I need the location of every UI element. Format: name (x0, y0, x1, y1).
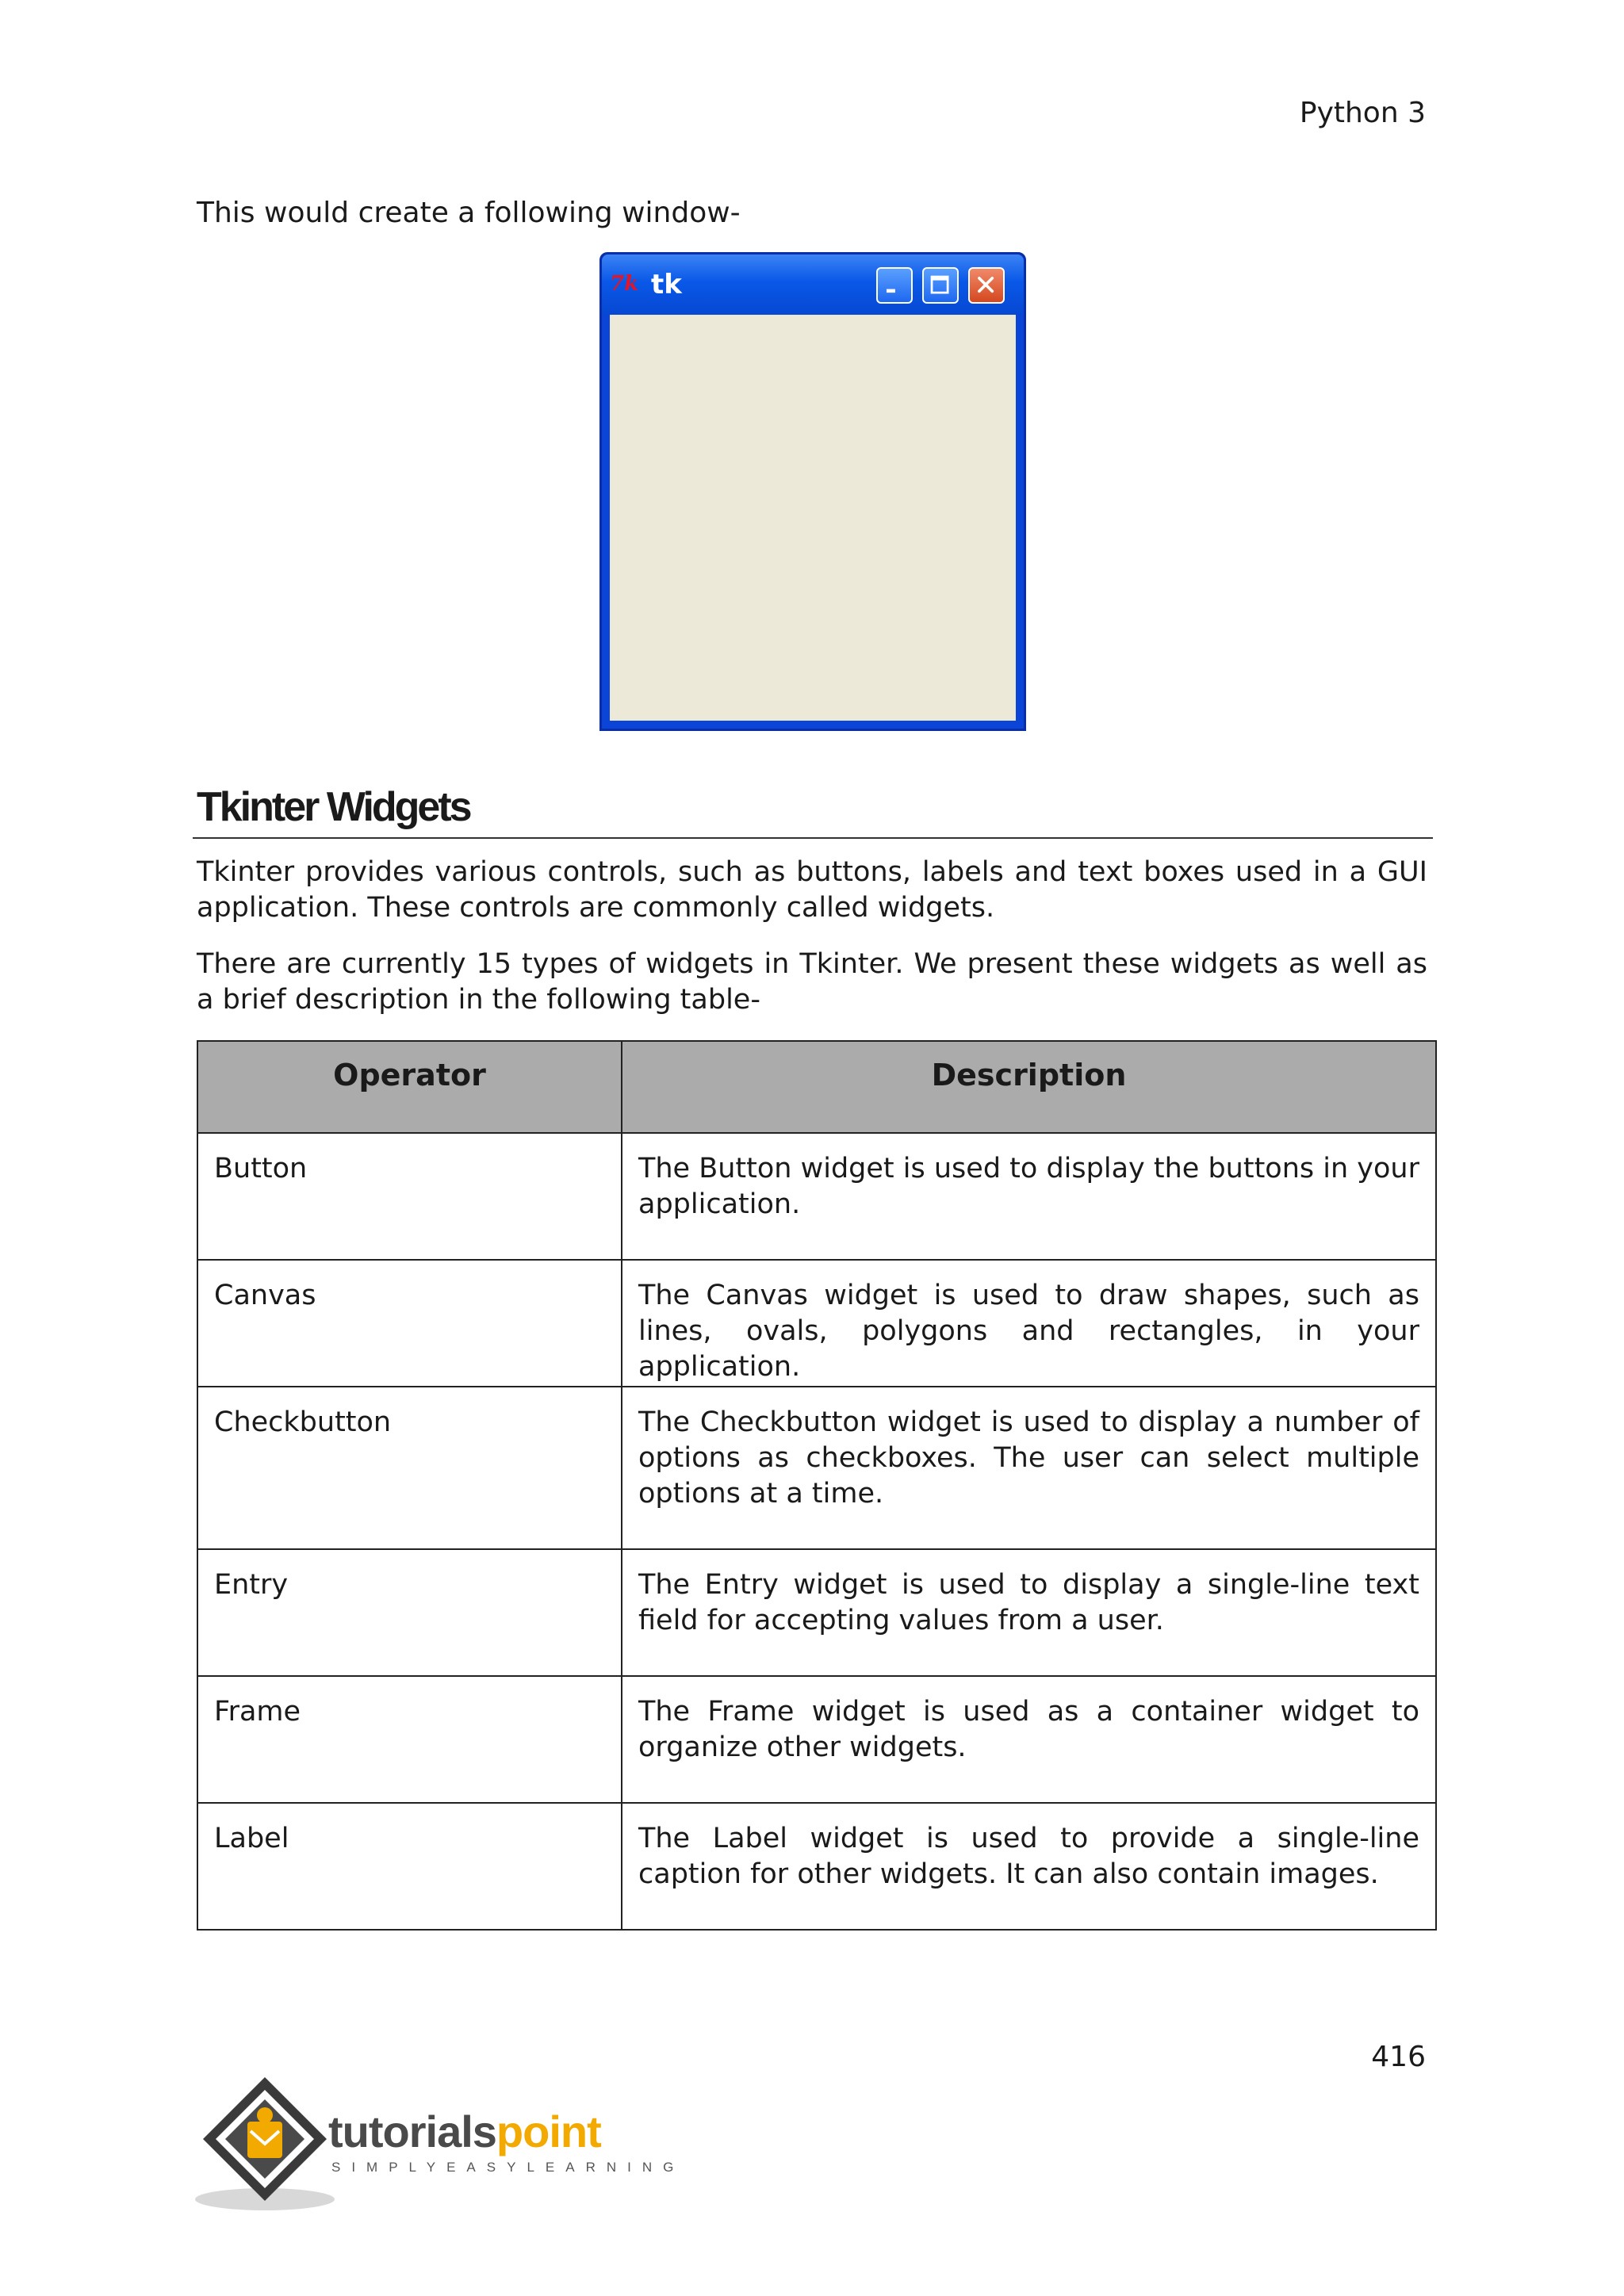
tutorialspoint-logo (195, 2072, 685, 2212)
table-header-row (197, 1041, 1436, 1133)
widgets-table (197, 1040, 1437, 1931)
paragraph-widget-count: There are currently 15 types of widgets in Tkinter. We present these widgets as well as a brief description in the following table- (197, 948, 1427, 1016)
widget-description: The Canvas widget is used to draw shapes, such as lines, ovals, polygons and rectangles, in your application. (622, 1260, 1436, 1387)
tk-window-screenshot (599, 252, 1026, 731)
table-row (197, 1133, 1436, 1260)
table-row (197, 1260, 1436, 1387)
paragraph-intro: Tkinter provides various controls, such as buttons, labels and text boxes used in a GUI application. These controls are commonly called widgets. (197, 856, 1427, 924)
running-header: Python 3 (1299, 97, 1426, 129)
widget-description: The Checkbutton widget is used to display a number of options as checkboxes. The user can select multiple options at a time. (622, 1387, 1436, 1549)
table-row (197, 1803, 1436, 1930)
column-header-operator: Operator (197, 1041, 622, 1133)
widget-description: The Frame widget is used as a container widget to organize other widgets. (622, 1676, 1436, 1803)
heading-rule (193, 837, 1433, 839)
widget-name: Entry (197, 1549, 622, 1676)
section-heading: Tkinter Widgets (197, 784, 470, 830)
widget-name: Button (197, 1133, 622, 1260)
maximize-icon (922, 267, 959, 304)
intro-text: This would create a following window- (197, 197, 741, 229)
logo-tagline: SIMPLYEASYLEARNING (331, 2160, 685, 2175)
minimize-icon (876, 267, 913, 304)
tk-titlebar (602, 254, 1024, 315)
widget-description: The Label widget is used to provide a single-line caption for other widgets. It can also contain images. (622, 1803, 1436, 1930)
close-icon (968, 267, 1005, 304)
tk-client-area (610, 315, 1016, 721)
tk-logo-icon: 7k (610, 272, 639, 296)
logo-wordmark: tutorialspoint (328, 2107, 601, 2156)
table-row (197, 1387, 1436, 1549)
table-row (197, 1549, 1436, 1676)
tk-window-title: tk (651, 269, 682, 300)
widget-name: Canvas (197, 1260, 622, 1387)
page-number: 416 (1371, 2041, 1426, 2073)
widget-description: The Entry widget is used to display a single-line text field for accepting values from a user. (622, 1549, 1436, 1676)
column-header-description: Description (622, 1041, 1436, 1133)
widget-name: Checkbutton (197, 1387, 622, 1549)
widget-description: The Button widget is used to display the buttons in your application. (622, 1133, 1436, 1260)
widget-name: Frame (197, 1676, 622, 1803)
logo-diamond-icon (195, 2072, 335, 2212)
widget-name: Label (197, 1803, 622, 1930)
table-row (197, 1676, 1436, 1803)
